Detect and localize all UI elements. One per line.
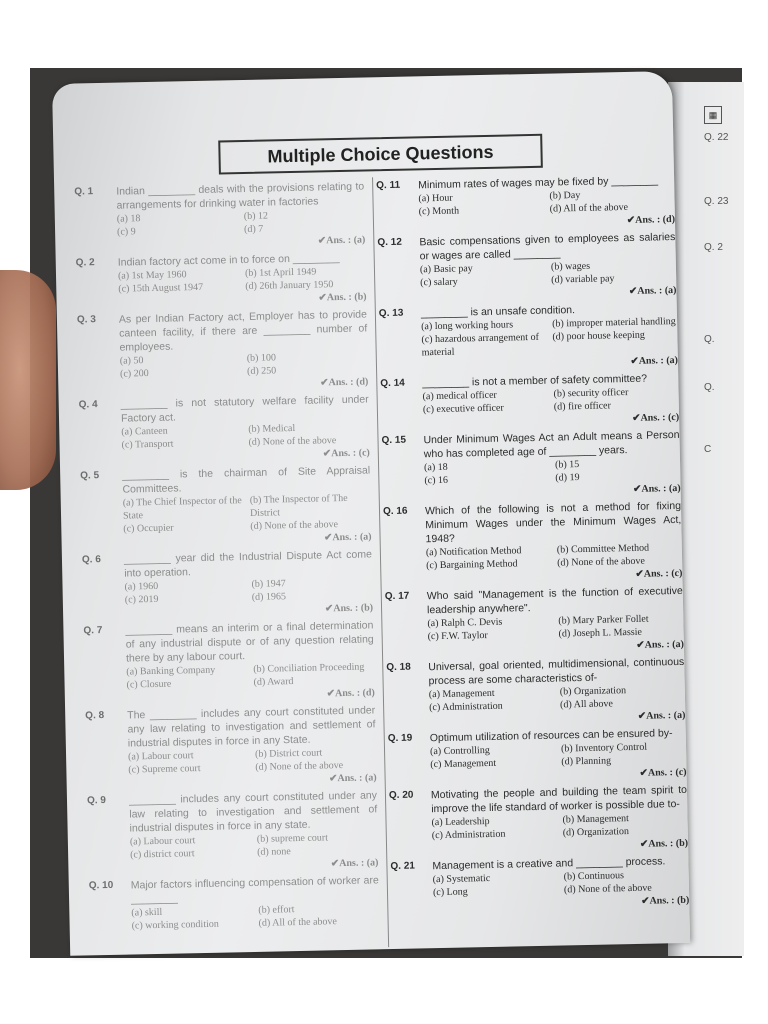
question-number: Q. 11 bbox=[376, 179, 401, 192]
option-item: (c) hazardous arrangement of material bbox=[421, 331, 539, 359]
option-item: (d) variable pay bbox=[551, 273, 615, 286]
answer-label: ✔Ans. : (d) bbox=[626, 213, 676, 226]
option-item: (b) 100 bbox=[246, 352, 277, 364]
answer-label: ✔Ans. : (a) bbox=[630, 354, 679, 367]
question-number: Q. 20 bbox=[388, 789, 414, 802]
option-item: (c) salary bbox=[420, 276, 458, 289]
option-item: (c) working condition bbox=[131, 918, 219, 932]
next-q22: Q. 22 bbox=[704, 132, 729, 143]
option-item: (b) supreme court bbox=[256, 832, 329, 845]
option-item: (b) 1st April 1949 bbox=[244, 266, 317, 279]
answer-label: ✔Ans. : (b) bbox=[641, 894, 690, 907]
option-item: (d) None of the above bbox=[250, 519, 339, 532]
option-item: (b) wages bbox=[550, 260, 591, 273]
option-item: (d) 250 bbox=[246, 365, 277, 377]
option-item: (d) All above bbox=[560, 698, 613, 711]
option-item: (b) Continuous bbox=[563, 870, 625, 883]
answer-label: ✔Ans. : (b) bbox=[639, 837, 689, 850]
question-stem: As per Indian Factory act, Employer has to provide canteen facility, if there are ________ number of employees. bbox=[118, 308, 368, 354]
option-item: (b) 1947 bbox=[251, 578, 286, 590]
option-item: (a) medical officer bbox=[422, 389, 497, 403]
page-title: Multiple Choice Questions bbox=[218, 134, 543, 175]
option-item: (a) 1st May 1960 bbox=[117, 269, 187, 282]
option-item: (d) fire officer bbox=[553, 400, 611, 413]
answer-label: ✔Ans. : (c) bbox=[639, 766, 687, 779]
option-item: (c) executive officer bbox=[422, 402, 504, 416]
question-item bbox=[74, 179, 365, 252]
next-q25: Q. bbox=[704, 334, 715, 345]
question-item bbox=[87, 788, 379, 875]
option-item: (d) 26th January 1950 bbox=[245, 279, 334, 292]
options-list bbox=[421, 315, 678, 359]
option-item: (a) Management bbox=[428, 687, 495, 701]
question-item bbox=[85, 703, 377, 790]
question-number: Q. 8 bbox=[85, 710, 105, 722]
question-item bbox=[380, 371, 679, 430]
question-number: Q. 5 bbox=[80, 470, 100, 482]
option-item: (c) Administration bbox=[429, 700, 503, 714]
barcode-icon: ▦ bbox=[704, 106, 722, 124]
option-item: (d) 19 bbox=[555, 472, 580, 484]
question-item bbox=[390, 854, 689, 913]
question-stem: Motivating the people and building the team spirit to improve the life standard of worker is possible due to- bbox=[430, 783, 688, 816]
answer-label: ✔Ans. : (a) bbox=[317, 234, 366, 247]
option-item: (a) The Chief Inspector of the State bbox=[122, 495, 242, 522]
question-stem: Indian ________ deals with the provisions relating to arrangements for drinking water in factories bbox=[116, 180, 365, 212]
question-item bbox=[80, 463, 372, 549]
answer-label: ✔Ans. : (a) bbox=[632, 482, 681, 495]
question-stem: Universal, goal oriented, multidimensional, continuous process are some characteristics of- bbox=[428, 655, 685, 688]
option-item: (c) Month bbox=[418, 205, 460, 218]
question-stem: Who said "Management is the function of executive leadership anywhere". bbox=[426, 584, 683, 617]
option-item: (a) Notification Method bbox=[425, 545, 522, 559]
option-item: (b) effort bbox=[258, 904, 295, 916]
option-item: (a) Systematic bbox=[432, 872, 491, 886]
option-item: (a) 1960 bbox=[124, 580, 159, 593]
finger-thumb bbox=[0, 270, 56, 490]
question-stem: Management is a creative and ________ process. bbox=[432, 855, 666, 873]
question-number: Q. 21 bbox=[390, 860, 416, 873]
option-item: (d) 1965 bbox=[251, 591, 287, 603]
question-item bbox=[385, 584, 684, 657]
question-number: Q. 12 bbox=[377, 236, 402, 249]
option-item: (c) Closure bbox=[126, 678, 172, 691]
option-item: (c) Supreme court bbox=[128, 763, 201, 776]
option-item: (b) District court bbox=[254, 747, 323, 760]
option-item: (d) All of the above bbox=[549, 201, 629, 215]
answer-label: ✔Ans. : (c) bbox=[635, 567, 683, 580]
question-number: Q. 17 bbox=[384, 590, 410, 603]
answer-label: ✔Ans. : (a) bbox=[328, 772, 377, 785]
left-column bbox=[74, 179, 380, 937]
option-item: (a) Controlling bbox=[429, 744, 490, 758]
question-stem: Minimum rates of wages may be fixed by ________ bbox=[418, 174, 659, 192]
question-stem: Which of the following is not a method for fixing Minimum Wages under the Minimum Wages Act, 1948? bbox=[424, 499, 682, 546]
question-stem: ________ is not a member of safety committee? bbox=[422, 372, 648, 390]
question-stem: Major factors influencing compensation of worker are ________ bbox=[130, 874, 379, 906]
option-item: (b) Mary Parker Follet bbox=[558, 613, 649, 627]
option-item: (d) None of the above bbox=[248, 435, 337, 448]
question-item bbox=[379, 301, 678, 373]
question-item bbox=[83, 618, 375, 705]
option-item: (b) Day bbox=[549, 189, 581, 202]
question-item bbox=[89, 873, 380, 933]
question-number: Q. 13 bbox=[378, 307, 404, 320]
question-item bbox=[389, 783, 688, 856]
question-stem: Under Minimum Wages Act an Adult means a Person who has completed age of ________ years. bbox=[423, 428, 680, 461]
option-item: (a) skill bbox=[131, 906, 163, 919]
question-number: Q. 14 bbox=[380, 377, 405, 390]
question-stem: Indian factory act come in to force on ________ bbox=[117, 252, 340, 269]
question-number: Q. 15 bbox=[381, 434, 407, 447]
option-item: (c) Transport bbox=[121, 438, 174, 451]
option-item: (b) Organization bbox=[559, 685, 627, 698]
option-item: (b) improper material handling bbox=[552, 315, 676, 330]
question-number: Q. 16 bbox=[382, 505, 408, 518]
option-item: (c) 15th August 1947 bbox=[118, 281, 204, 295]
question-number: Q. 2 bbox=[75, 257, 95, 269]
option-item: (d) Award bbox=[253, 676, 294, 688]
question-item bbox=[376, 173, 675, 232]
option-item: (a) 18 bbox=[116, 213, 141, 225]
answer-label: ✔Ans. : (a) bbox=[637, 709, 686, 722]
question-item bbox=[377, 230, 676, 303]
option-item: (c) district court bbox=[130, 848, 195, 861]
option-item: (d) None of the above bbox=[563, 882, 652, 896]
option-item: (b) Inventory Control bbox=[560, 741, 648, 755]
question-stem: ________ includes any court constituted under any law relating to investigation and settlement of industrial disputes in force in any state. bbox=[128, 789, 378, 835]
option-item: (c) Occupier bbox=[123, 522, 174, 535]
option-item: (b) Medical bbox=[248, 422, 296, 435]
option-item: (d) None of the above bbox=[255, 760, 344, 773]
option-item: (b) 15 bbox=[554, 459, 580, 471]
option-item: (d) None of the above bbox=[557, 555, 645, 569]
question-number: Q. 6 bbox=[81, 554, 101, 566]
question-item bbox=[381, 428, 680, 501]
option-item: (a) long working hours bbox=[421, 319, 514, 333]
option-item: (c) 9 bbox=[117, 226, 136, 238]
question-stem: ________ is the chairman of Site Appraisal Committees. bbox=[122, 464, 371, 496]
book-page bbox=[52, 71, 690, 956]
question-number: Q. 7 bbox=[83, 625, 103, 637]
option-item: (d) none bbox=[257, 846, 291, 858]
answer-label: ✔Ans. : (c) bbox=[632, 411, 680, 424]
option-item: (b) The Inspector of The District bbox=[249, 492, 348, 519]
option-item: (a) Labour court bbox=[129, 835, 196, 848]
option-item: (c) 16 bbox=[424, 474, 449, 487]
next-q27: C bbox=[704, 444, 712, 455]
question-number: Q. 3 bbox=[76, 314, 96, 326]
answer-label: ✔Ans. : (b) bbox=[324, 602, 374, 615]
answer-label: ✔Ans. : (b) bbox=[318, 291, 367, 304]
option-item: (a) 50 bbox=[119, 355, 144, 367]
question-number: Q. 1 bbox=[74, 186, 94, 198]
option-item: (c) Bargaining Method bbox=[426, 558, 518, 572]
question-stem: ________ means an interim or a final determination of any industrial dispute or of any question relating there by any labour court. bbox=[125, 619, 374, 665]
question-item bbox=[386, 655, 685, 728]
question-item bbox=[82, 547, 373, 620]
option-item: (a) 18 bbox=[424, 461, 448, 474]
option-item: (c) 200 bbox=[119, 368, 149, 380]
option-item: (a) Ralph C. Devis bbox=[427, 616, 503, 630]
question-item bbox=[79, 392, 370, 465]
question-item bbox=[388, 726, 687, 785]
options-list bbox=[123, 491, 372, 535]
option-item: (d) All of the above bbox=[258, 916, 338, 929]
options-list bbox=[131, 901, 379, 932]
option-item: (a) Leadership bbox=[431, 815, 490, 829]
question-number: Q. 18 bbox=[386, 661, 411, 674]
question-stem: Optimum utilization of resources can be ensured by- bbox=[429, 727, 673, 745]
option-item: (a) Basic pay bbox=[419, 263, 473, 276]
question-item bbox=[77, 307, 369, 394]
option-item: (a) Hour bbox=[418, 192, 453, 205]
answer-label: ✔Ans. : (a) bbox=[330, 857, 379, 870]
answer-label: ✔Ans. : (a) bbox=[636, 638, 684, 651]
option-item: (d) poor house keeping bbox=[552, 329, 645, 343]
option-item: (a) Canteen bbox=[121, 425, 168, 438]
answer-label: ✔Ans. : (a) bbox=[323, 531, 372, 544]
question-item bbox=[76, 250, 367, 309]
answer-label: ✔Ans. : (d) bbox=[326, 687, 375, 700]
option-item: (b) 12 bbox=[243, 210, 269, 223]
option-item: (c) Management bbox=[430, 757, 497, 771]
next-q23: Q. 23 bbox=[704, 196, 729, 207]
option-item: (b) Management bbox=[562, 813, 630, 826]
option-item: (d) Joseph L. Massie bbox=[558, 626, 643, 640]
question-stem: The ________ includes any court constituted under any law relating to investigation and settlement of industrial disputes in force in any State. bbox=[127, 704, 376, 750]
option-item: (c) F.W. Taylor bbox=[427, 629, 488, 643]
option-item: (d) 7 bbox=[243, 223, 264, 236]
next-q24: Q. 2 bbox=[704, 242, 723, 253]
option-item: (b) security officer bbox=[553, 386, 629, 400]
answer-label: ✔Ans. : (c) bbox=[322, 447, 370, 460]
option-item: (a) Banking Company bbox=[126, 664, 216, 678]
answer-label: ✔Ans. : (a) bbox=[628, 284, 677, 297]
option-item: (d) Organization bbox=[562, 826, 630, 839]
question-number: Q. 19 bbox=[387, 732, 413, 745]
option-item: (d) Planning bbox=[561, 755, 612, 768]
option-item: (c) 2019 bbox=[124, 593, 159, 606]
question-stem: ________ is not statutory welfare facility under Factory act. bbox=[120, 393, 369, 425]
answer-label: ✔Ans. : (d) bbox=[320, 376, 369, 389]
next-q26: Q. bbox=[704, 382, 715, 393]
option-item: (c) Long bbox=[432, 886, 468, 899]
option-item: (b) Conciliation Proceeding bbox=[253, 661, 365, 675]
question-number: Q. 10 bbox=[88, 879, 114, 892]
option-item: (a) Labour court bbox=[127, 750, 194, 763]
question-stem: ________ is an unsafe condition. bbox=[420, 304, 576, 320]
question-stem: ________ year did the Industrial Dispute Act come into operation. bbox=[123, 548, 373, 580]
question-number: Q. 9 bbox=[86, 795, 107, 807]
question-number: Q. 4 bbox=[78, 399, 98, 411]
right-column bbox=[376, 173, 689, 917]
option-item: (b) Committee Method bbox=[556, 542, 650, 556]
question-item bbox=[383, 499, 683, 586]
option-item: (c) Administration bbox=[431, 828, 506, 842]
question-stem: Basic compensations given to employees as salaries or wages are called ________ bbox=[419, 230, 676, 263]
